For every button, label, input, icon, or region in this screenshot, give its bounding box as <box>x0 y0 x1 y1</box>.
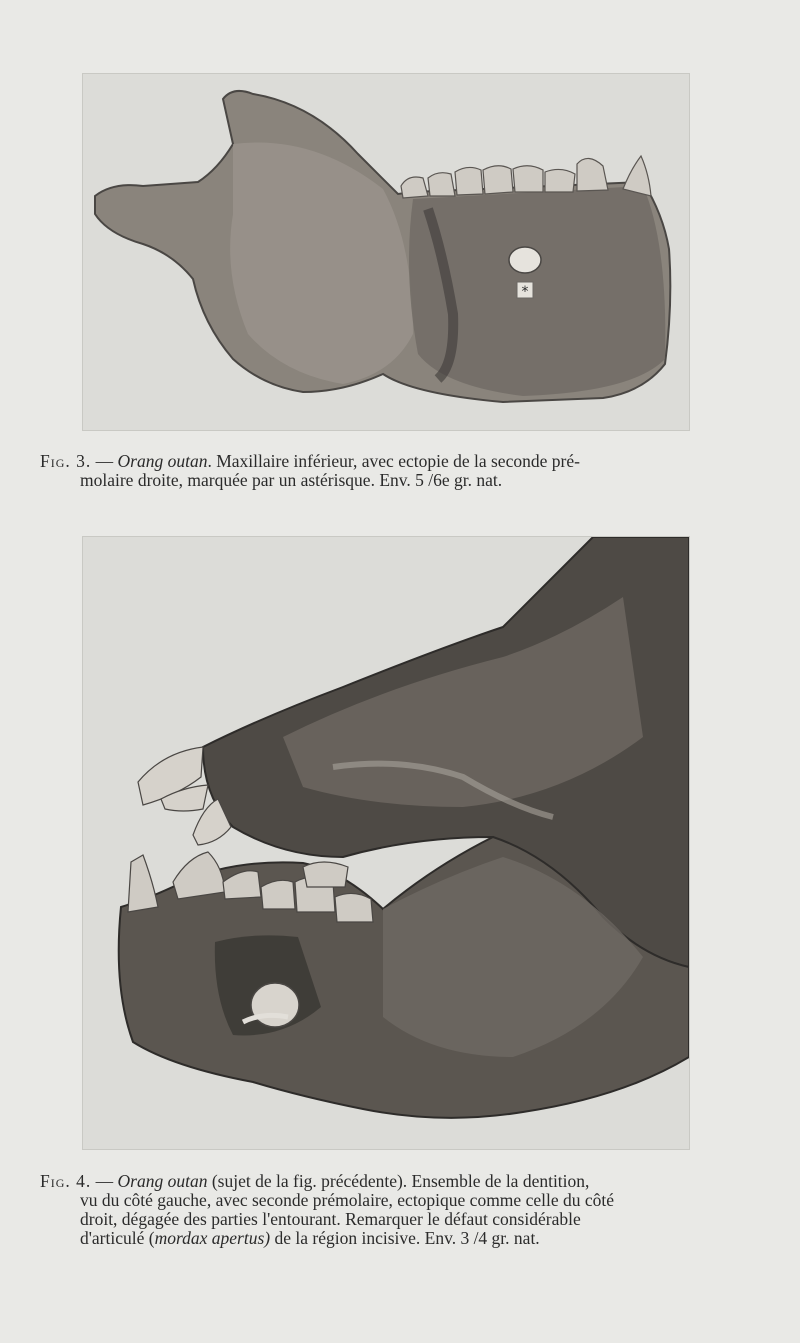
figure-3-caption: Fig. 3. — Orang outan. Maxillaire inférieur, avec ectopie de la seconde pré- molaire droite, marquée par un astérisque. Env. 5 /6e gr. nat. <box>40 451 580 490</box>
mandible-illustration <box>83 74 689 430</box>
asterisk-marker: * <box>521 284 529 300</box>
ectopic-premolar-left <box>251 983 299 1027</box>
skull-illustration <box>83 537 689 1149</box>
figure-3-photo <box>82 73 690 431</box>
figure-3-label: Fig. 3. <box>40 451 92 471</box>
figure-3-species: Orang outan <box>117 451 208 471</box>
figure-4-species: Orang outan <box>117 1171 208 1191</box>
latin-term: mordax apertus) <box>154 1228 271 1248</box>
figure-4-photo <box>82 536 690 1150</box>
ectopic-premolar <box>509 247 541 273</box>
figure-4-label: Fig. 4. <box>40 1171 92 1191</box>
figure-4-caption: Fig. 4. — Orang outan (sujet de la fig. précédente). Ensemble de la dentition, vu du côté gauche, avec seconde prémolaire, ectopique comme celle du côté droit, dégagée des parties l'entourant. Remarquer le défaut considérable d'articulé (mordax apertus) de la région incisive. Env. 3 /4 gr. nat. <box>40 1171 614 1248</box>
